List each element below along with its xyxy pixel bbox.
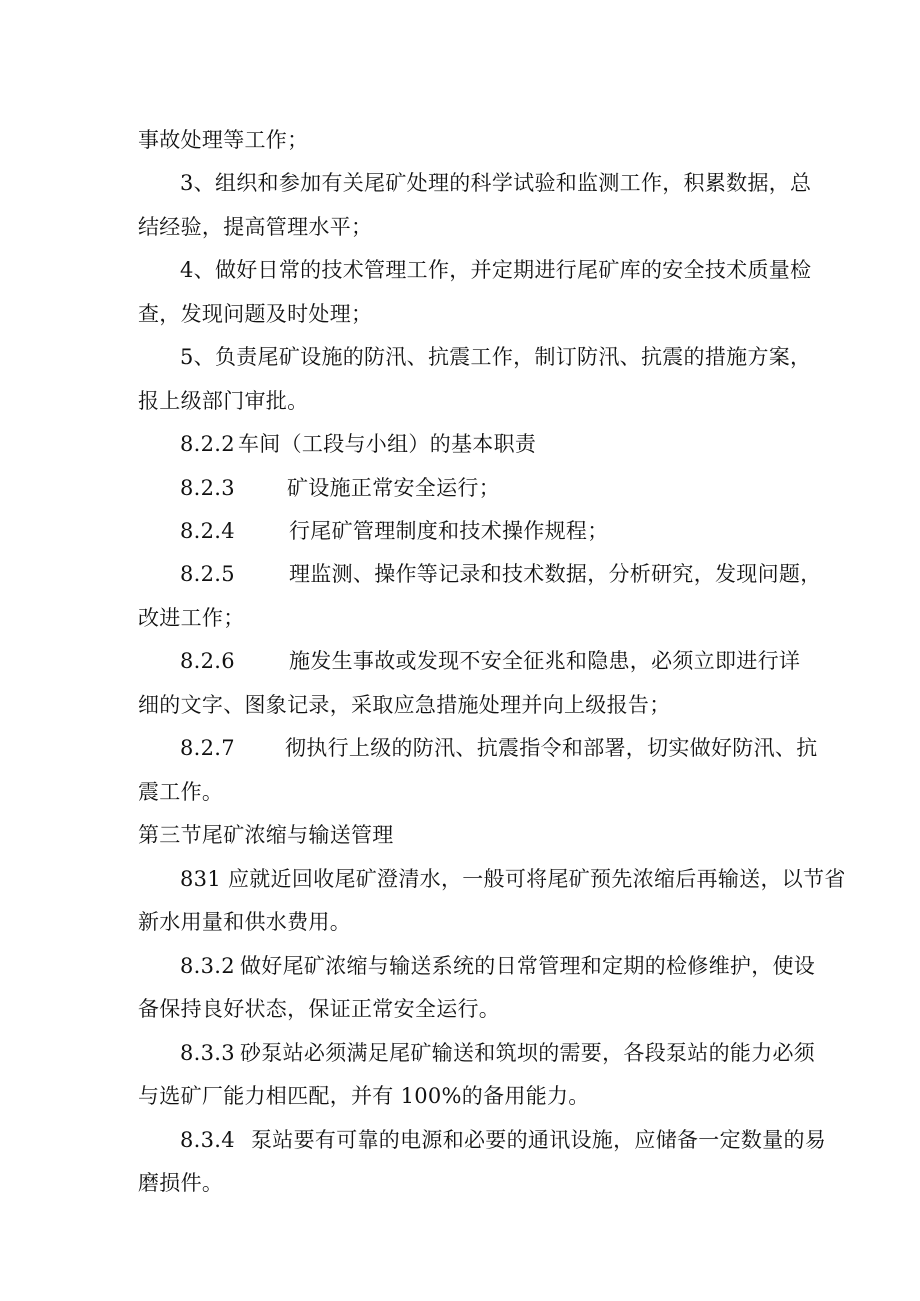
paragraph-continuation: 新水用量和供水费用。	[138, 910, 351, 934]
text-line	[0, 252, 920, 288]
clause-number: 8.2.4	[180, 519, 235, 543]
paragraph-continuation: 结经验，提高管理水平；	[138, 215, 373, 239]
clause-text: 泵站要有可靠的电源和必要的通讯设施，应储备一定数量的易	[251, 1128, 827, 1152]
clause-number: 8.2.7	[180, 736, 235, 760]
text-line	[0, 817, 920, 853]
clause-text: 理监测、操作等记录和技术数据，分析研究，发现问题，	[289, 562, 822, 586]
text-line	[0, 1078, 920, 1114]
clause-number: 8.3.4	[180, 1128, 235, 1152]
text-line	[0, 296, 920, 332]
clause-number: 8.2.2	[180, 432, 235, 456]
clause-text: 施发生事故或发现不安全征兆和隐患，必须立即进行详	[289, 649, 801, 673]
clause-number: 8.2.5	[180, 562, 235, 586]
text-line	[0, 991, 920, 1027]
text-line	[0, 1165, 920, 1201]
clause-text: 行尾矿管理制度和技术操作规程；	[289, 519, 609, 543]
paragraph-text: 4、做好日常的技术管理工作，并定期进行尾矿库的安全技术质量检	[180, 258, 812, 282]
clause-number: 8.2.3	[180, 476, 235, 500]
clause-text: 矿设施正常安全运行；	[287, 476, 500, 500]
text-line	[0, 513, 920, 549]
section-heading: 第三节尾矿浓缩与输送管理	[138, 823, 394, 847]
paragraph-continuation: 与选矿厂能力相匹配，并有 100%的备用能力。	[138, 1084, 590, 1108]
paragraph-continuation: 磨损件。	[138, 1171, 224, 1195]
clause-text: 做好尾矿浓缩与输送系统的日常管理和定期的检修维护，使设	[240, 954, 816, 978]
paragraph-continuation: 事故处理等工作；	[138, 128, 309, 152]
text-line	[0, 122, 920, 158]
paragraph-continuation: 备保持良好状态，保证正常安全运行。	[138, 997, 501, 1021]
text-line	[0, 1122, 920, 1158]
text-line	[0, 948, 920, 984]
text-line	[0, 426, 920, 462]
text-line	[0, 383, 920, 419]
text-line	[0, 339, 920, 375]
text-line	[0, 165, 920, 201]
text-line	[0, 904, 920, 940]
paragraph-text: 831 应就近回收尾矿澄清水，一般可将尾矿预先浓缩后再输送，以节省	[180, 867, 846, 891]
clause-number: 8.3.3	[180, 1041, 235, 1065]
paragraph-continuation: 报上级部门审批。	[138, 389, 309, 413]
paragraph-continuation: 查，发现问题及时处理；	[138, 302, 373, 326]
paragraph-continuation: 改进工作；	[138, 606, 245, 630]
text-line	[0, 556, 920, 592]
paragraph-text: 3、组织和参加有关尾矿处理的科学试验和监测工作，积累数据，总	[180, 171, 812, 195]
clause-text: 彻执行上级的防汛、抗震指令和部署，切实做好防汛、抗	[285, 736, 818, 760]
text-line	[0, 470, 920, 506]
text-line	[0, 774, 920, 810]
text-line	[0, 730, 920, 766]
text-line	[0, 209, 920, 245]
clause-heading: 车间（工段与小组）的基本职责	[238, 432, 537, 456]
clause-number: 8.2.6	[180, 649, 235, 673]
text-line	[0, 687, 920, 723]
clause-number: 8.3.2	[180, 954, 235, 978]
clause-text: 砂泵站必须满足尾矿输送和筑坝的需要，各段泵站的能力必须	[240, 1041, 816, 1065]
paragraph-text: 5、负责尾矿设施的防汛、抗震工作，制订防汛、抗震的措施方案，	[180, 345, 812, 369]
text-line	[0, 600, 920, 636]
text-line	[0, 861, 920, 897]
paragraph-continuation: 细的文字、图象记录，采取应急措施处理并向上级报告；	[138, 693, 671, 717]
text-line	[0, 1035, 920, 1071]
text-line	[0, 643, 920, 679]
paragraph-continuation: 震工作。	[138, 780, 224, 804]
